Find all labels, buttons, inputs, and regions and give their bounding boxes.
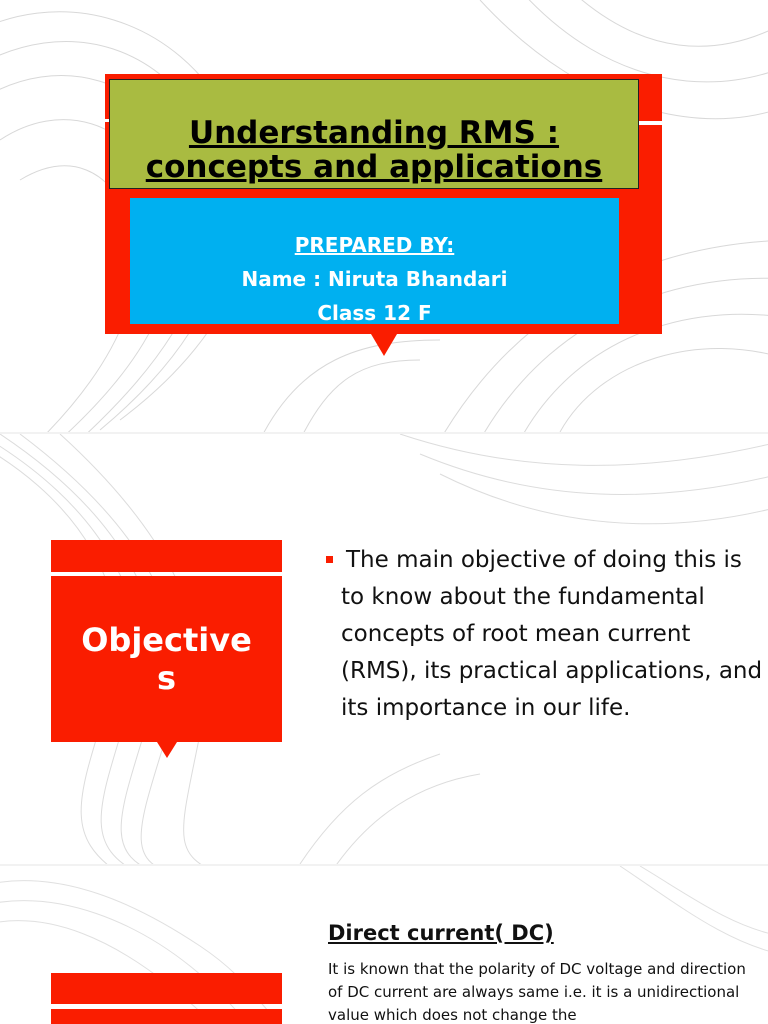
objectives-text: The main objective of doing this is to know about the fundamental concepts of root mean current (RMS), its practical applications, and its importance in our life. — [341, 547, 763, 721]
heading-accent-bar — [51, 540, 282, 572]
callout-pointer — [157, 742, 177, 758]
bullet-marker — [326, 556, 333, 563]
callout-pointer — [371, 334, 397, 356]
objectives-slide — [0, 434, 768, 864]
author-box — [130, 198, 619, 324]
heading-box — [51, 1009, 282, 1024]
title-slide — [0, 0, 768, 432]
dc-text: It is known that the polarity of DC voltage and direction of DC current are always same i.e. it is a unidirectional value which does not change the — [328, 960, 746, 1024]
heading-accent-bar — [51, 973, 282, 1004]
dc-slide — [0, 866, 768, 1024]
author-name: Name : Niruta Bhandari — [241, 267, 508, 291]
objectives-heading: Objectives — [81, 621, 252, 697]
objectives-heading-box — [51, 576, 282, 742]
prepared-by-label: PREPARED BY: — [294, 233, 455, 257]
objectives-bullet — [326, 542, 764, 727]
dc-heading: Direct current( DC) — [328, 921, 554, 945]
author-class: Class 12 F — [317, 301, 432, 325]
title-box — [109, 79, 639, 189]
frame-accent-line — [638, 121, 662, 125]
slide-title-line-1: Understanding RMS : — [188, 115, 560, 151]
slide-title-line-2: concepts and applications — [145, 149, 603, 185]
